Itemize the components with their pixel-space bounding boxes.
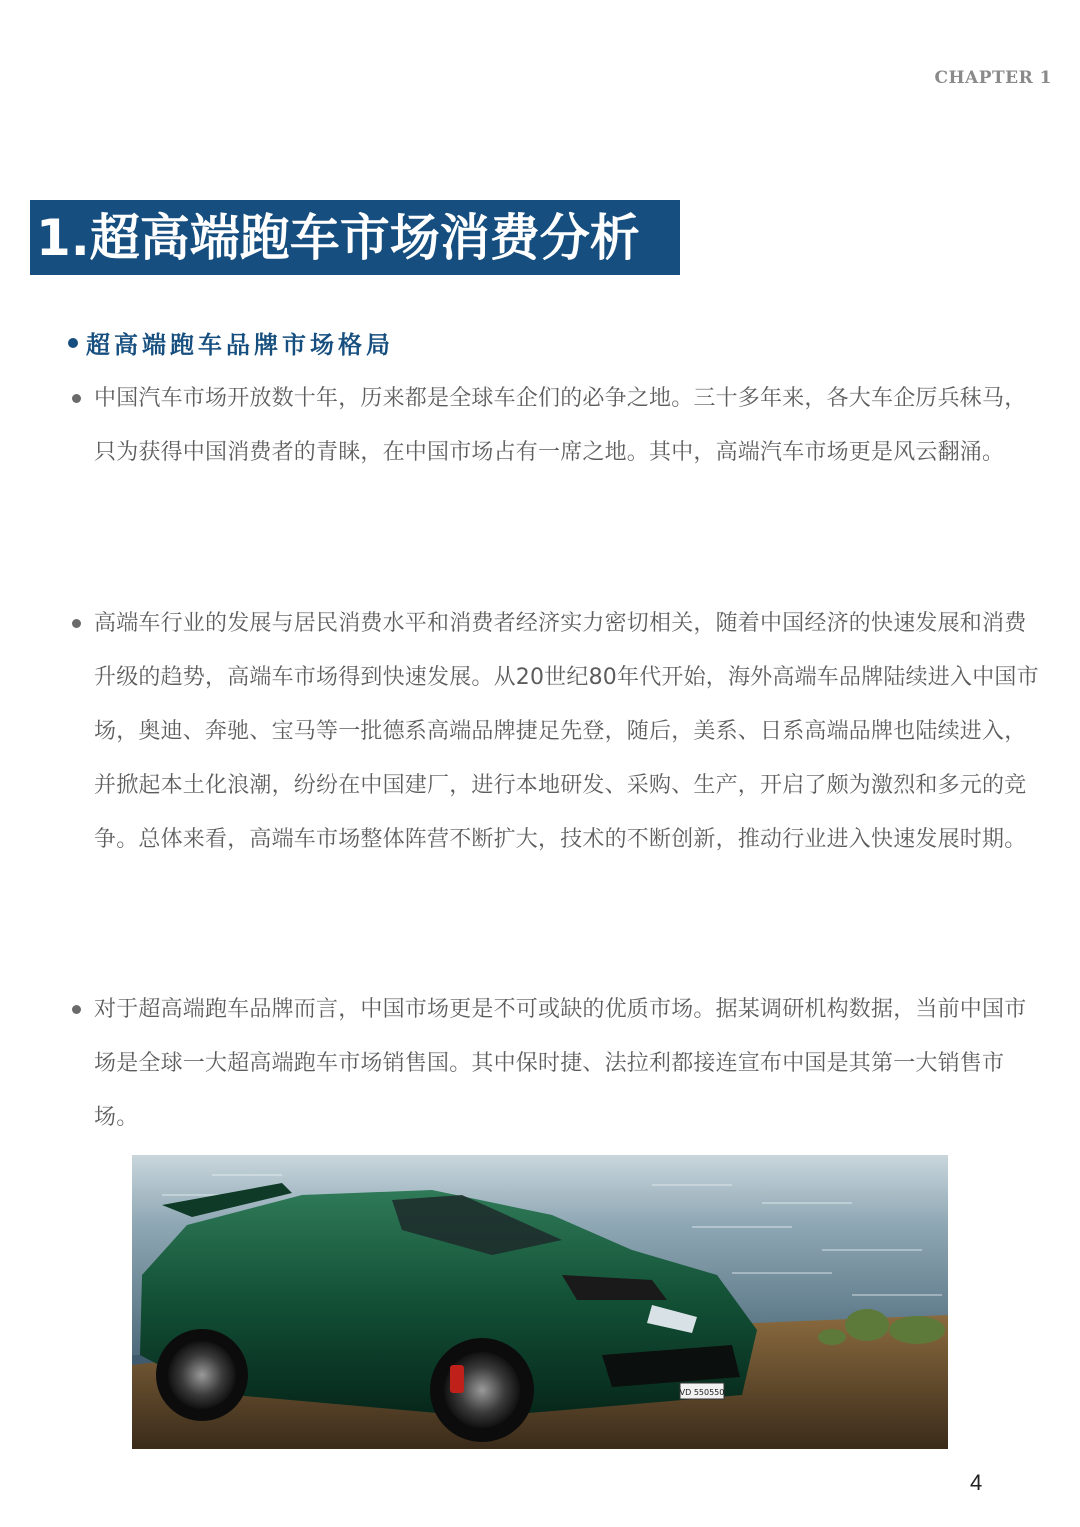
brake-caliper (450, 1365, 464, 1393)
bullet-icon (72, 1005, 81, 1014)
paragraph-3 (94, 983, 1042, 1145)
subheading-bullet-icon (68, 338, 78, 348)
section-title: 1.超高端跑车市场消费分析 (36, 208, 640, 267)
sports-car-photo (132, 1155, 948, 1449)
paragraph-text: 中国汽车市场开放数十年，历来都是全球车企们的必争之地。三十多年来，各大车企厉兵秣马，只为获得中国消费者的青睐，在中国市场占有一席之地。其中，高端汽车市场更是风云翻涌。 (94, 386, 1027, 465)
bullet-icon (72, 619, 81, 628)
section-title-bar (30, 200, 680, 275)
paragraph-text: 高端车行业的发展与居民消费水平和消费者经济实力密切相关，随着中国经济的快速发展和消费升级的趋势，高端车市场得到快速发展。从20世纪80年代开始，海外高端车品牌陆续进入中国市场，奥迪、奔驰、宝马等一批德系高端品牌捷足先登，随后，美系、日系高端品牌也陆续进入，并掀起本土化浪潮，纷纷在中国建厂，进行本地研发、采购、生产，开启了颇为激烈和多元的竞争。总体来看，高端车市场整体阵营不断扩大，技术的不断创新，推动行业进入快速发展时期。 (94, 611, 1039, 852)
sports-car-illustration (132, 1155, 948, 1449)
paragraph-2 (94, 597, 1042, 867)
license-plate-text: VD 550550 (679, 1388, 725, 1397)
subheading-text: 超高端跑车品牌市场格局 (86, 331, 394, 359)
bullet-icon (72, 394, 81, 403)
page-number: 4 (970, 1470, 983, 1495)
chapter-label: CHAPTER 1 (934, 68, 1052, 88)
paragraph-text: 对于超高端跑车品牌而言，中国市场更是不可或缺的优质市场。据某调研机构数据，当前中国市场是全球一大超高端跑车市场销售国。其中保时捷、法拉利都接连宣布中国是其第一大销售市场。 (94, 997, 1027, 1130)
rear-rim (168, 1341, 236, 1409)
paragraph-1 (94, 372, 1042, 480)
subheading (68, 325, 394, 360)
